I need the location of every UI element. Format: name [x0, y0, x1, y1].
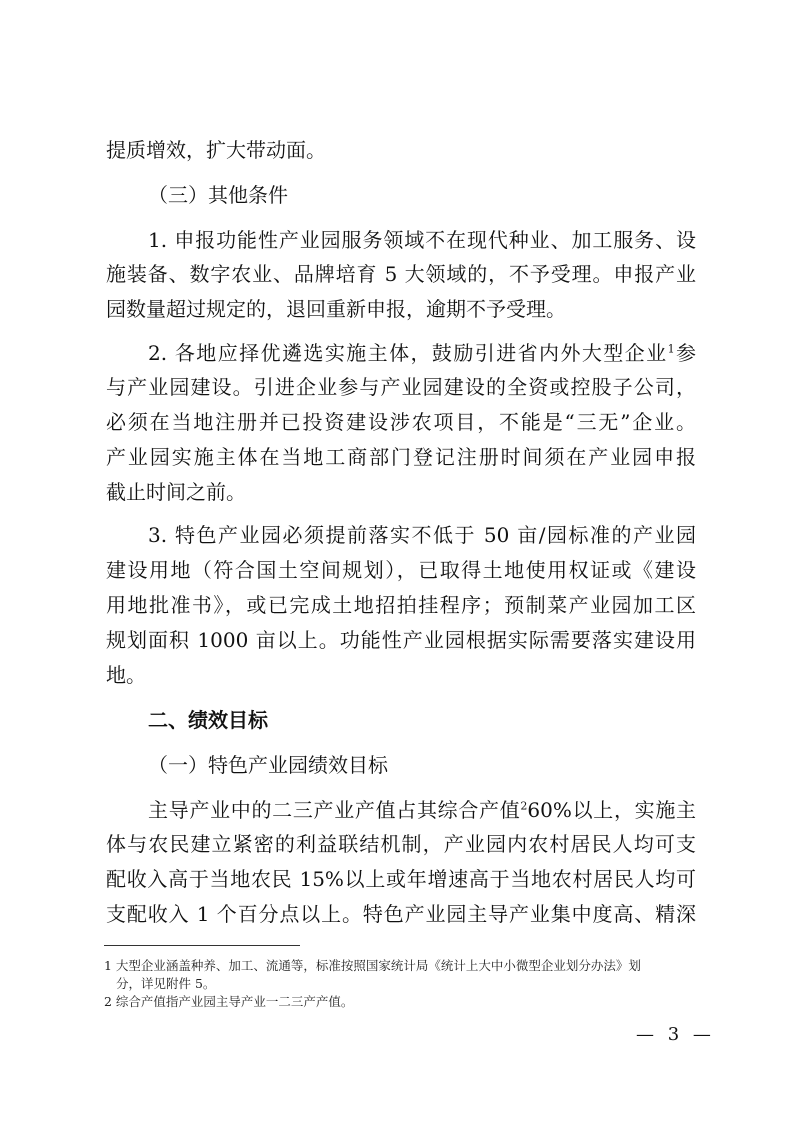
paragraph-line: 园数量超过规定的，退回重新申报，逾期不予受理。: [106, 297, 566, 321]
paragraph-line: 体与农民建立紧密的利益联结机制，产业园内农村居民人均可支: [106, 832, 696, 856]
paragraph-line-with-footnote-ref: [148, 796, 696, 824]
footnote-2: 2 综合产值指产业园主导产业一二三产产值。: [104, 994, 354, 1009]
footnote-1-line: 1 大型企业涵盖种养、加工、流通等，标准按照国家统计局《统计上大中小微型企业划分办法》划: [104, 958, 641, 973]
paragraph-line: 提质增效，扩大带动面。: [106, 138, 326, 162]
text-span: 2. 各地应择优遴选实施主体，鼓励引进省内外大型企业: [148, 341, 668, 365]
footnote-ref-2: 2: [520, 799, 528, 813]
text-span: 60%以上，实施主: [527, 798, 697, 822]
paragraph-line: 产业园实施主体在当地工商部门登记注册时间须在产业园申报: [106, 445, 696, 469]
footnote-separator: [104, 945, 300, 946]
footnote-1-line: 分，详见附件 5。: [116, 976, 216, 991]
section-heading-other-conditions: （三）其他条件: [148, 183, 288, 207]
paragraph-line: 必须在当地注册并已投资建设涉农项目，不能是“三无”企业。: [106, 410, 696, 434]
footnote-ref-1: 1: [667, 342, 675, 356]
paragraph-line: 施装备、数字农业、品牌培育 5 大领域的，不予受理。申报产业: [106, 262, 696, 286]
paragraph-line: 3. 特色产业园必须提前落实不低于 50 亩/园标准的产业园: [148, 523, 696, 547]
paragraph-line: 配收入高于当地农民 15%以上或年增速高于当地农村居民人均可: [106, 867, 696, 891]
section-heading-performance-goals: 二、绩效目标: [148, 708, 268, 732]
paragraph-line: 用地批准书》，或已完成土地招拍挂程序；预制菜产业园加工区: [106, 593, 696, 617]
paragraph-line: 支配收入 1 个百分点以上。特色产业园主导产业集中度高、精深: [106, 902, 696, 926]
subsection-heading-featured-park-goals: （一）特色产业园绩效目标: [148, 753, 388, 777]
page-number: — 3 —: [636, 1024, 715, 1045]
paragraph-line: 规划面积 1000 亩以上。功能性产业园根据实际需要落实建设用: [106, 628, 696, 652]
paragraph-line: 1. 申报功能性产业园服务领域不在现代种业、加工服务、设: [148, 228, 696, 252]
paragraph-line: 截止时间之前。: [106, 480, 246, 504]
paragraph-line: 与产业园建设。引进企业参与产业园建设的全资或控股子公司，: [106, 375, 696, 399]
paragraph-line: 建设用地（符合国土空间规划），已取得土地使用权证或《建设: [106, 558, 696, 582]
text-span: 参: [674, 341, 696, 365]
text-span: 主导产业中的二三产业产值占其综合产值: [148, 798, 521, 822]
paragraph-line: 地。: [106, 663, 146, 687]
paragraph-line-with-footnote-ref: [148, 339, 696, 367]
